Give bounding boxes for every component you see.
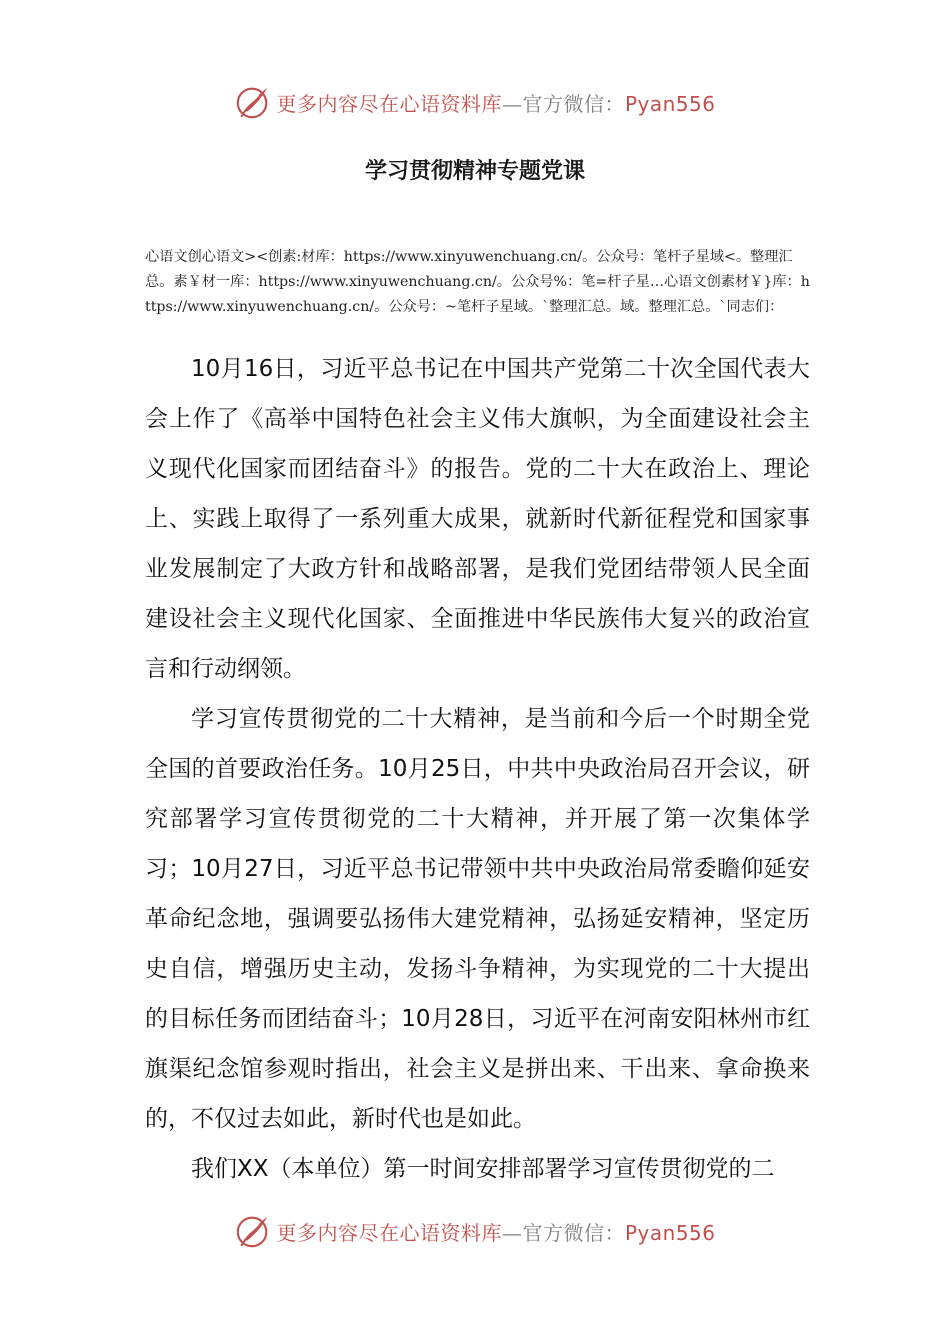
- banner-text: 更多内容尽在心语资料库—官方微信：Pyan556: [276, 1220, 716, 1245]
- header-banner: [0, 80, 950, 124]
- paragraph: 10月16日，习近平总书记在中国共产党第二十次全国代表大会上作了《高举中国特色社会主义伟大旗帜，为全面建设社会主义现代化国家而团结奋斗》的报告。党的二十大在政治上、理论上、实践上取得了一系列重大成果，就新时代新征程党和国家事业发展制定了大政方针和战略部署，是我们党团结带领人民全面建设社会主义现代化国家、全面推进中华民族伟大复兴的政治宣言和行动纲领。: [145, 356, 810, 682]
- paragraph: 学习宣传贯彻党的二十大精神，是当前和今后一个时期全党全国的首要政治任务。10月25日，中共中央政治局召开会议，研究部署学习宣传贯彻党的二十大精神，并开展了第一次集体学习；10月27日，习近平总书记带领中共中央政治局常委瞻仰延安革命纪念地，强调要弘扬伟大建党精神，弘扬延安精神，坚定历史自信，增强历史主动，发扬斗争精神，为实现党的二十大提出的目标任务而团结奋斗；10月28日，习近平在河南安阳林州市红旗渠纪念馆参观时指出，社会主义是拼出来、干出来、拿命换来的，不仅过去如此，新时代也是如此。: [145, 706, 810, 1132]
- wechat-id: Pyan556: [624, 1220, 716, 1245]
- wechat-id: Pyan556: [624, 91, 716, 116]
- footer-banner: [0, 1209, 950, 1253]
- paragraph: 我们XX（本单位）第一时间安排部署学习宣传贯彻党的二: [191, 1156, 775, 1182]
- page-title: 学习贯彻精神专题党课: [364, 159, 585, 184]
- quill-pen-logo-icon: [234, 1212, 272, 1250]
- banner-text: 更多内容尽在心语资料库—官方微信：Pyan556: [276, 91, 716, 116]
- document-body: [145, 344, 810, 1194]
- watermark-noise-text: 心语文创心语文><创素:材库：https://www.xinyuwenchuang.cn/。公众号：笔杆子星域<。整理汇总。素￥材一库：https://www.xinyuwenchuang.cn/。公众号%：笔=杆子星…心语文创素材￥}库：https://www.xinyuwenchuang.cn/。公众号：~笔杆子星域。`整理汇总。域。整理汇总。`同志们：: [145, 249, 810, 315]
- quill-pen-logo-icon: [234, 83, 272, 121]
